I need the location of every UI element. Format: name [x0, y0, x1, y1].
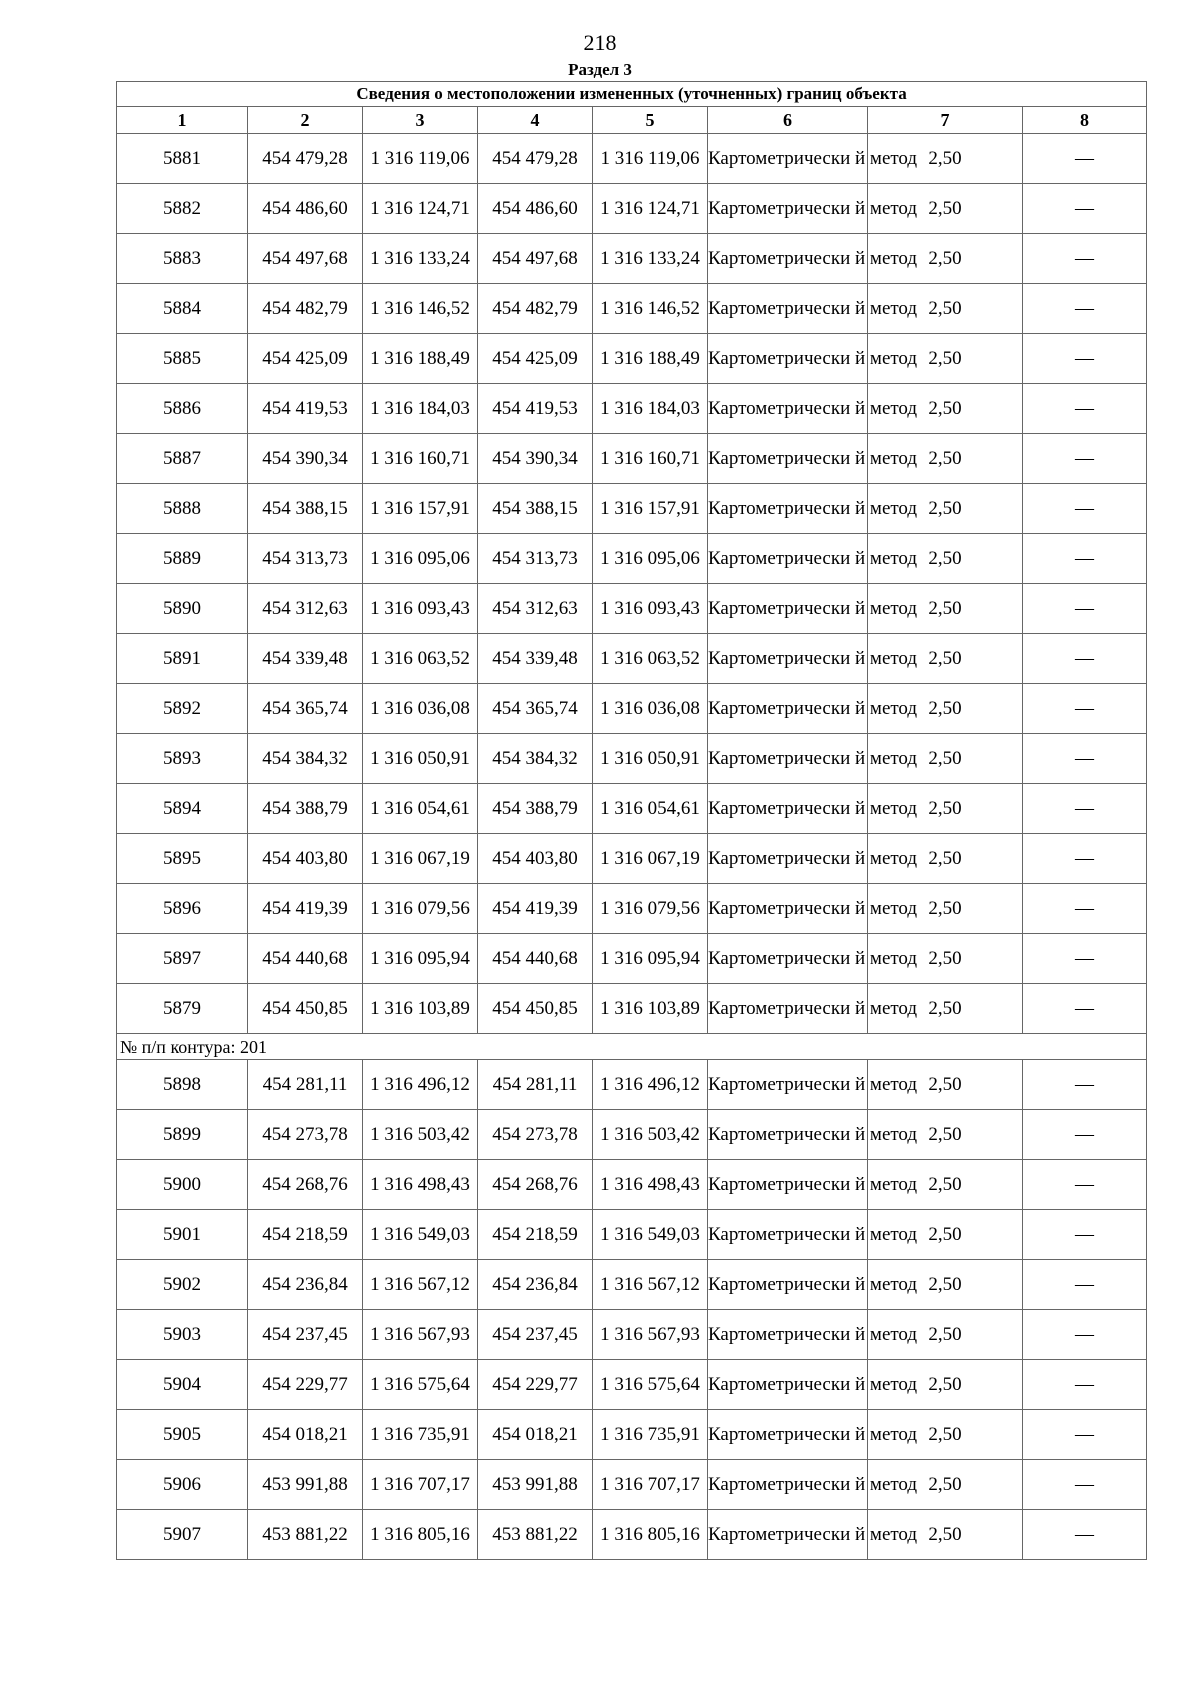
y-new: 1 316 036,08: [593, 684, 708, 734]
point-number: 5893: [117, 734, 248, 784]
point-number: 5895: [117, 834, 248, 884]
x-new: 454 229,77: [478, 1360, 593, 1410]
accuracy-value: 2,50: [868, 784, 1023, 834]
determination-method: Картометрически й метод: [708, 934, 868, 984]
page-number: 218: [583, 30, 617, 55]
accuracy-value: 2,50: [868, 1110, 1023, 1160]
point-number: 5888: [117, 484, 248, 534]
determination-method: Картометрически й метод: [708, 1510, 868, 1560]
table-row: [117, 134, 1147, 184]
description-value: —: [1023, 1460, 1147, 1510]
description-value: —: [1023, 534, 1147, 584]
table-row: [117, 534, 1147, 584]
accuracy-value: 2,50: [868, 184, 1023, 234]
description-value: —: [1023, 1060, 1147, 1110]
y-new: 1 316 050,91: [593, 734, 708, 784]
contour-row: [117, 1034, 1147, 1060]
description-value: —: [1023, 934, 1147, 984]
y-new: 1 316 146,52: [593, 284, 708, 334]
accuracy-value: 2,50: [868, 1510, 1023, 1560]
x-new: 454 268,76: [478, 1160, 593, 1210]
accuracy-value: 2,50: [868, 484, 1023, 534]
y-existing: 1 316 119,06: [363, 134, 478, 184]
description-value: —: [1023, 334, 1147, 384]
y-new: 1 316 567,12: [593, 1260, 708, 1310]
y-new: 1 316 503,42: [593, 1110, 708, 1160]
description-value: —: [1023, 1260, 1147, 1310]
table-row: [117, 884, 1147, 934]
accuracy-value: 2,50: [868, 934, 1023, 984]
y-existing: 1 316 503,42: [363, 1110, 478, 1160]
description-value: —: [1023, 1110, 1147, 1160]
description-value: —: [1023, 134, 1147, 184]
table-row: [117, 484, 1147, 534]
accuracy-value: 2,50: [868, 1260, 1023, 1310]
y-new: 1 316 157,91: [593, 484, 708, 534]
column-number: 7: [868, 107, 1023, 134]
x-new: 454 388,15: [478, 484, 593, 534]
description-value: —: [1023, 834, 1147, 884]
table-row: [117, 184, 1147, 234]
point-number: 5901: [117, 1210, 248, 1260]
determination-method: Картометрически й метод: [708, 784, 868, 834]
x-new: 454 237,45: [478, 1310, 593, 1360]
x-existing: 454 497,68: [248, 234, 363, 284]
x-existing: 454 018,21: [248, 1410, 363, 1460]
y-existing: 1 316 184,03: [363, 384, 478, 434]
x-existing: 454 388,79: [248, 784, 363, 834]
determination-method: Картометрически й метод: [708, 984, 868, 1034]
x-new: 454 273,78: [478, 1110, 593, 1160]
contour-label: № п/п контура: 201: [117, 1034, 1147, 1060]
y-existing: 1 316 157,91: [363, 484, 478, 534]
point-number: 5906: [117, 1460, 248, 1510]
x-new: 454 419,39: [478, 884, 593, 934]
table-row: [117, 1460, 1147, 1510]
y-new: 1 316 184,03: [593, 384, 708, 434]
column-number: 6: [708, 107, 868, 134]
point-number: 5894: [117, 784, 248, 834]
accuracy-value: 2,50: [868, 684, 1023, 734]
point-number: 5886: [117, 384, 248, 434]
column-number: 3: [363, 107, 478, 134]
y-existing: 1 316 063,52: [363, 634, 478, 684]
y-existing: 1 316 188,49: [363, 334, 478, 384]
y-existing: 1 316 103,89: [363, 984, 478, 1034]
description-value: —: [1023, 984, 1147, 1034]
description-value: —: [1023, 1510, 1147, 1560]
y-new: 1 316 498,43: [593, 1160, 708, 1210]
determination-method: Картометрически й метод: [708, 834, 868, 884]
y-new: 1 316 093,43: [593, 584, 708, 634]
determination-method: Картометрически й метод: [708, 734, 868, 784]
point-number: 5904: [117, 1360, 248, 1410]
point-number: 5899: [117, 1110, 248, 1160]
x-existing: 454 388,15: [248, 484, 363, 534]
column-number: 8: [1023, 107, 1147, 134]
point-number: 5892: [117, 684, 248, 734]
y-existing: 1 316 054,61: [363, 784, 478, 834]
y-new: 1 316 103,89: [593, 984, 708, 1034]
description-value: —: [1023, 1410, 1147, 1460]
point-number: 5887: [117, 434, 248, 484]
x-existing: 454 403,80: [248, 834, 363, 884]
determination-method: Картометрически й метод: [708, 334, 868, 384]
x-new: 453 881,22: [478, 1510, 593, 1560]
table-row: [117, 1310, 1147, 1360]
column-number: 1: [117, 107, 248, 134]
accuracy-value: 2,50: [868, 534, 1023, 584]
determination-method: Картометрически й метод: [708, 534, 868, 584]
description-value: —: [1023, 1360, 1147, 1410]
y-new: 1 316 063,52: [593, 634, 708, 684]
x-existing: 454 419,53: [248, 384, 363, 434]
y-new: 1 316 133,24: [593, 234, 708, 284]
y-existing: 1 316 575,64: [363, 1360, 478, 1410]
y-new: 1 316 095,94: [593, 934, 708, 984]
column-number: 5: [593, 107, 708, 134]
y-existing: 1 316 133,24: [363, 234, 478, 284]
point-number: 5897: [117, 934, 248, 984]
determination-method: Картометрически й метод: [708, 1360, 868, 1410]
coordinates-table: [116, 81, 1147, 1560]
accuracy-value: 2,50: [868, 334, 1023, 384]
point-number: 5907: [117, 1510, 248, 1560]
description-value: —: [1023, 734, 1147, 784]
point-number: 5898: [117, 1060, 248, 1110]
accuracy-value: 2,50: [868, 634, 1023, 684]
table-row: [117, 384, 1147, 434]
determination-method: Картометрически й метод: [708, 1210, 868, 1260]
description-value: —: [1023, 684, 1147, 734]
determination-method: Картометрически й метод: [708, 1110, 868, 1160]
table-row: [117, 584, 1147, 634]
x-new: 454 218,59: [478, 1210, 593, 1260]
point-number: 5902: [117, 1260, 248, 1310]
determination-method: Картометрически й метод: [708, 1160, 868, 1210]
x-existing: 454 218,59: [248, 1210, 363, 1260]
table-row: [117, 784, 1147, 834]
determination-method: Картометрически й метод: [708, 1310, 868, 1360]
table-row: [117, 234, 1147, 284]
x-new: 454 312,63: [478, 584, 593, 634]
determination-method: Картометрически й метод: [708, 134, 868, 184]
x-new: 454 339,48: [478, 634, 593, 684]
table-row: [117, 434, 1147, 484]
table-row: [117, 1510, 1147, 1560]
accuracy-value: 2,50: [868, 384, 1023, 434]
accuracy-value: 2,50: [868, 1210, 1023, 1260]
description-value: —: [1023, 1160, 1147, 1210]
determination-method: Картометрически й метод: [708, 234, 868, 284]
table-row: [117, 634, 1147, 684]
accuracy-value: 2,50: [868, 434, 1023, 484]
x-new: 454 313,73: [478, 534, 593, 584]
point-number: 5889: [117, 534, 248, 584]
x-existing: 454 365,74: [248, 684, 363, 734]
x-existing: 454 486,60: [248, 184, 363, 234]
determination-method: Картометрически й метод: [708, 884, 868, 934]
x-existing: 454 390,34: [248, 434, 363, 484]
determination-method: Картометрически й метод: [708, 484, 868, 534]
accuracy-value: 2,50: [868, 134, 1023, 184]
table-row: [117, 934, 1147, 984]
x-new: 454 403,80: [478, 834, 593, 884]
description-value: —: [1023, 434, 1147, 484]
x-existing: 454 237,45: [248, 1310, 363, 1360]
y-new: 1 316 549,03: [593, 1210, 708, 1260]
x-existing: 454 273,78: [248, 1110, 363, 1160]
point-number: 5903: [117, 1310, 248, 1360]
x-existing: 454 482,79: [248, 284, 363, 334]
determination-method: Картометрически й метод: [708, 384, 868, 434]
table-row: [117, 984, 1147, 1034]
x-new: 454 365,74: [478, 684, 593, 734]
accuracy-value: 2,50: [868, 984, 1023, 1034]
point-number: 5884: [117, 284, 248, 334]
y-existing: 1 316 079,56: [363, 884, 478, 934]
determination-method: Картометрически й метод: [708, 184, 868, 234]
y-existing: 1 316 095,94: [363, 934, 478, 984]
y-existing: 1 316 095,06: [363, 534, 478, 584]
x-existing: 454 440,68: [248, 934, 363, 984]
x-new: 454 497,68: [478, 234, 593, 284]
accuracy-value: 2,50: [868, 1410, 1023, 1460]
y-existing: 1 316 735,91: [363, 1410, 478, 1460]
point-number: 5879: [117, 984, 248, 1034]
y-new: 1 316 188,49: [593, 334, 708, 384]
table-row: [117, 1360, 1147, 1410]
table-row: [117, 1260, 1147, 1310]
y-new: 1 316 095,06: [593, 534, 708, 584]
accuracy-value: 2,50: [868, 834, 1023, 884]
x-new: 454 281,11: [478, 1060, 593, 1110]
table-row: [117, 1060, 1147, 1110]
x-existing: 454 450,85: [248, 984, 363, 1034]
x-new: 454 419,53: [478, 384, 593, 434]
table-row: [117, 334, 1147, 384]
determination-method: Картометрически й метод: [708, 634, 868, 684]
y-existing: 1 316 707,17: [363, 1460, 478, 1510]
y-existing: 1 316 567,93: [363, 1310, 478, 1360]
x-existing: 454 479,28: [248, 134, 363, 184]
x-existing: 453 881,22: [248, 1510, 363, 1560]
description-value: —: [1023, 484, 1147, 534]
table-row: [117, 684, 1147, 734]
y-existing: 1 316 124,71: [363, 184, 478, 234]
y-new: 1 316 496,12: [593, 1060, 708, 1110]
y-existing: 1 316 805,16: [363, 1510, 478, 1560]
determination-method: Картометрически й метод: [708, 1060, 868, 1110]
point-number: 5885: [117, 334, 248, 384]
x-existing: 454 229,77: [248, 1360, 363, 1410]
y-existing: 1 316 498,43: [363, 1160, 478, 1210]
description-value: —: [1023, 584, 1147, 634]
x-existing: 454 313,73: [248, 534, 363, 584]
table-row: [117, 834, 1147, 884]
y-new: 1 316 079,56: [593, 884, 708, 934]
accuracy-value: 2,50: [868, 1310, 1023, 1360]
x-existing: 454 312,63: [248, 584, 363, 634]
x-existing: 454 236,84: [248, 1260, 363, 1310]
accuracy-value: 2,50: [868, 734, 1023, 784]
y-existing: 1 316 036,08: [363, 684, 478, 734]
description-value: —: [1023, 784, 1147, 834]
determination-method: Картометрически й метод: [708, 434, 868, 484]
description-value: —: [1023, 1210, 1147, 1260]
x-new: 454 486,60: [478, 184, 593, 234]
accuracy-value: 2,50: [868, 1360, 1023, 1410]
accuracy-value: 2,50: [868, 1460, 1023, 1510]
accuracy-value: 2,50: [868, 234, 1023, 284]
y-existing: 1 316 496,12: [363, 1060, 478, 1110]
point-number: 5881: [117, 134, 248, 184]
y-existing: 1 316 093,43: [363, 584, 478, 634]
accuracy-value: 2,50: [868, 284, 1023, 334]
determination-method: Картометрически й метод: [708, 684, 868, 734]
point-number: 5896: [117, 884, 248, 934]
table-caption-row: [117, 82, 1147, 107]
point-number: 5882: [117, 184, 248, 234]
y-existing: 1 316 549,03: [363, 1210, 478, 1260]
table-row: [117, 1110, 1147, 1160]
y-existing: 1 316 067,19: [363, 834, 478, 884]
x-existing: 454 268,76: [248, 1160, 363, 1210]
section-title: Раздел 3: [568, 60, 632, 79]
point-number: 5900: [117, 1160, 248, 1210]
determination-method: Картометрически й метод: [708, 284, 868, 334]
y-new: 1 316 567,93: [593, 1310, 708, 1360]
y-existing: 1 316 567,12: [363, 1260, 478, 1310]
x-new: 454 018,21: [478, 1410, 593, 1460]
table-body: [117, 82, 1147, 1560]
description-value: —: [1023, 384, 1147, 434]
x-new: 454 425,09: [478, 334, 593, 384]
table-row: [117, 1210, 1147, 1260]
description-value: —: [1023, 634, 1147, 684]
table-row: [117, 734, 1147, 784]
y-new: 1 316 054,61: [593, 784, 708, 834]
description-value: —: [1023, 1310, 1147, 1360]
y-new: 1 316 735,91: [593, 1410, 708, 1460]
x-new: 454 390,34: [478, 434, 593, 484]
determination-method: Картометрически й метод: [708, 1460, 868, 1510]
y-existing: 1 316 050,91: [363, 734, 478, 784]
x-existing: 454 419,39: [248, 884, 363, 934]
determination-method: Картометрически й метод: [708, 584, 868, 634]
accuracy-value: 2,50: [868, 584, 1023, 634]
x-new: 454 440,68: [478, 934, 593, 984]
determination-method: Картометрически й метод: [708, 1260, 868, 1310]
point-number: 5905: [117, 1410, 248, 1460]
column-number-row: [117, 107, 1147, 134]
table-row: [117, 1410, 1147, 1460]
table-caption: Сведения о местоположении измененных (уточненных) границ объекта: [117, 82, 1147, 107]
accuracy-value: 2,50: [868, 1160, 1023, 1210]
y-new: 1 316 160,71: [593, 434, 708, 484]
y-existing: 1 316 160,71: [363, 434, 478, 484]
description-value: —: [1023, 234, 1147, 284]
y-new: 1 316 067,19: [593, 834, 708, 884]
y-existing: 1 316 146,52: [363, 284, 478, 334]
x-existing: 453 991,88: [248, 1460, 363, 1510]
point-number: 5883: [117, 234, 248, 284]
x-new: 454 384,32: [478, 734, 593, 784]
table-row: [117, 284, 1147, 334]
description-value: —: [1023, 884, 1147, 934]
y-new: 1 316 124,71: [593, 184, 708, 234]
y-new: 1 316 707,17: [593, 1460, 708, 1510]
determination-method: Картометрически й метод: [708, 1410, 868, 1460]
point-number: 5890: [117, 584, 248, 634]
x-new: 454 450,85: [478, 984, 593, 1034]
x-existing: 454 425,09: [248, 334, 363, 384]
column-number: 2: [248, 107, 363, 134]
x-existing: 454 281,11: [248, 1060, 363, 1110]
x-new: 454 482,79: [478, 284, 593, 334]
accuracy-value: 2,50: [868, 1060, 1023, 1110]
x-new: 454 236,84: [478, 1260, 593, 1310]
x-new: 454 479,28: [478, 134, 593, 184]
y-new: 1 316 119,06: [593, 134, 708, 184]
x-new: 453 991,88: [478, 1460, 593, 1510]
accuracy-value: 2,50: [868, 884, 1023, 934]
point-number: 5891: [117, 634, 248, 684]
x-new: 454 388,79: [478, 784, 593, 834]
table-row: [117, 1160, 1147, 1210]
column-number: 4: [478, 107, 593, 134]
description-value: —: [1023, 284, 1147, 334]
y-new: 1 316 805,16: [593, 1510, 708, 1560]
y-new: 1 316 575,64: [593, 1360, 708, 1410]
description-value: —: [1023, 184, 1147, 234]
x-existing: 454 339,48: [248, 634, 363, 684]
x-existing: 454 384,32: [248, 734, 363, 784]
